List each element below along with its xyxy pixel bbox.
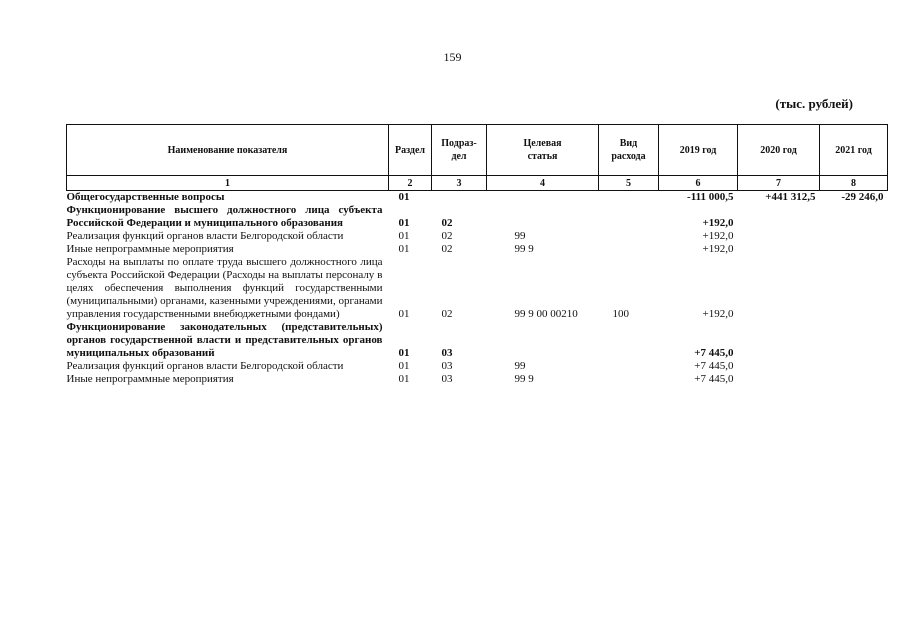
cell-name: Функционирование законодательных (представительных) органов государственной власти и представительных органов муниципальных образований — [66, 321, 383, 359]
cell-name: Иные непрограммные мероприятия — [66, 243, 234, 255]
cell-razdel: 01 — [398, 347, 410, 359]
cell-statya: 99 9 — [514, 373, 534, 385]
cell-2020 — [738, 243, 820, 256]
cell-2020 — [738, 204, 820, 230]
budget-table — [66, 124, 888, 386]
cell-statya: 99 — [514, 360, 526, 372]
table-row — [67, 360, 888, 373]
table-row — [67, 321, 888, 360]
cell-2019: +7 445,0 — [694, 373, 734, 385]
cell-2019: +192,0 — [702, 243, 734, 255]
column-number-row — [67, 176, 888, 191]
cell-name: Иные непрограммные мероприятия — [66, 373, 234, 385]
header-statya: Целевая статья — [487, 125, 599, 176]
page-number: 159 — [443, 50, 462, 64]
cell-razdel: 01 — [398, 217, 410, 229]
cell-vid — [599, 230, 659, 243]
table-row — [67, 204, 888, 230]
cell-2019: +192,0 — [702, 230, 734, 242]
table-row — [67, 230, 888, 243]
cell-vid — [599, 191, 659, 205]
cell-vid — [599, 360, 659, 373]
cell-statya: 99 9 00 00210 — [514, 308, 578, 320]
cell-podrazdel: 02 — [441, 217, 453, 229]
cell-razdel: 01 — [398, 243, 410, 255]
cell-razdel: 01 — [398, 308, 410, 320]
cell-2020 — [738, 256, 820, 321]
column-number: 3 — [432, 176, 487, 191]
table-body — [67, 191, 888, 387]
column-number: 2 — [389, 176, 432, 191]
cell-vid — [599, 243, 659, 256]
cell-statya — [487, 321, 599, 360]
units-label: (тыс. рублей) — [775, 96, 853, 111]
cell-podrazdel: 03 — [441, 347, 453, 359]
cell-name: Реализация функций органов власти Белгородской области — [66, 360, 344, 372]
cell-statya: 99 — [514, 230, 526, 242]
column-number: 5 — [599, 176, 659, 191]
cell-podrazdel: 03 — [441, 373, 453, 385]
table-row — [67, 191, 888, 205]
cell-name: Реализация функций органов власти Белгородской области — [66, 230, 344, 242]
cell-2021 — [820, 373, 888, 386]
cell-name: Функционирование высшего должностного лица субъекта Российской Федерации и муниципального образования — [66, 204, 383, 229]
header-razdel: Раздел — [389, 125, 432, 176]
cell-2020 — [738, 230, 820, 243]
cell-podrazdel: 02 — [441, 230, 453, 242]
cell-statya: 99 9 — [514, 243, 534, 255]
cell-name: Расходы на выплаты по оплате труда высшего должностного лица субъекта Российской Федерации (Расходы на выплаты персоналу в целях обеспечения выполнения функций государственными (муниципальными) органами, казенными учреждениями, органами управления государственными внебюджетными фондами) — [66, 256, 383, 320]
cell-2020: +441 312,5 — [765, 191, 816, 203]
cell-2019: +192,0 — [702, 308, 734, 320]
cell-razdel: 01 — [398, 373, 410, 385]
cell-vid — [599, 373, 659, 386]
cell-statya — [487, 204, 599, 230]
cell-2020 — [738, 321, 820, 360]
cell-2021 — [820, 204, 888, 230]
cell-2021 — [820, 256, 888, 321]
cell-statya — [487, 191, 599, 205]
cell-2021: -29 246,0 — [841, 191, 884, 203]
cell-2020 — [738, 373, 820, 386]
column-number: 4 — [487, 176, 599, 191]
cell-vid — [599, 321, 659, 360]
cell-2019: +7 445,0 — [694, 347, 734, 359]
cell-2019: +7 445,0 — [694, 360, 734, 372]
cell-vid: 100 — [612, 308, 629, 320]
cell-2021 — [820, 243, 888, 256]
cell-2021 — [820, 230, 888, 243]
table-row — [67, 243, 888, 256]
table-row — [67, 373, 888, 386]
header-2019: 2019 год — [659, 125, 738, 176]
cell-vid — [599, 204, 659, 230]
cell-2019: +192,0 — [702, 217, 734, 229]
header-2021: 2021 год — [820, 125, 888, 176]
header-row — [67, 125, 888, 176]
cell-podrazdel: 03 — [441, 360, 453, 372]
column-number: 7 — [738, 176, 820, 191]
cell-2020 — [738, 360, 820, 373]
cell-podrazdel: 02 — [441, 243, 453, 255]
cell-podrazdel: 02 — [441, 308, 453, 320]
table-row — [67, 256, 888, 321]
cell-razdel: 01 — [398, 230, 410, 242]
cell-razdel: 01 — [398, 191, 410, 203]
header-vid: Вид расхода — [599, 125, 659, 176]
cell-2021 — [820, 321, 888, 360]
header-name: Наименование показателя — [67, 125, 389, 176]
header-podrazdel: Подраз- дел — [432, 125, 487, 176]
cell-razdel: 01 — [398, 360, 410, 372]
column-number: 8 — [820, 176, 888, 191]
column-number: 1 — [67, 176, 389, 191]
cell-2021 — [820, 360, 888, 373]
column-number: 6 — [659, 176, 738, 191]
cell-2019: -111 000,5 — [687, 191, 734, 203]
cell-name: Общегосударственные вопросы — [66, 191, 225, 203]
cell-podrazdel — [432, 191, 487, 205]
header-2020: 2020 год — [738, 125, 820, 176]
